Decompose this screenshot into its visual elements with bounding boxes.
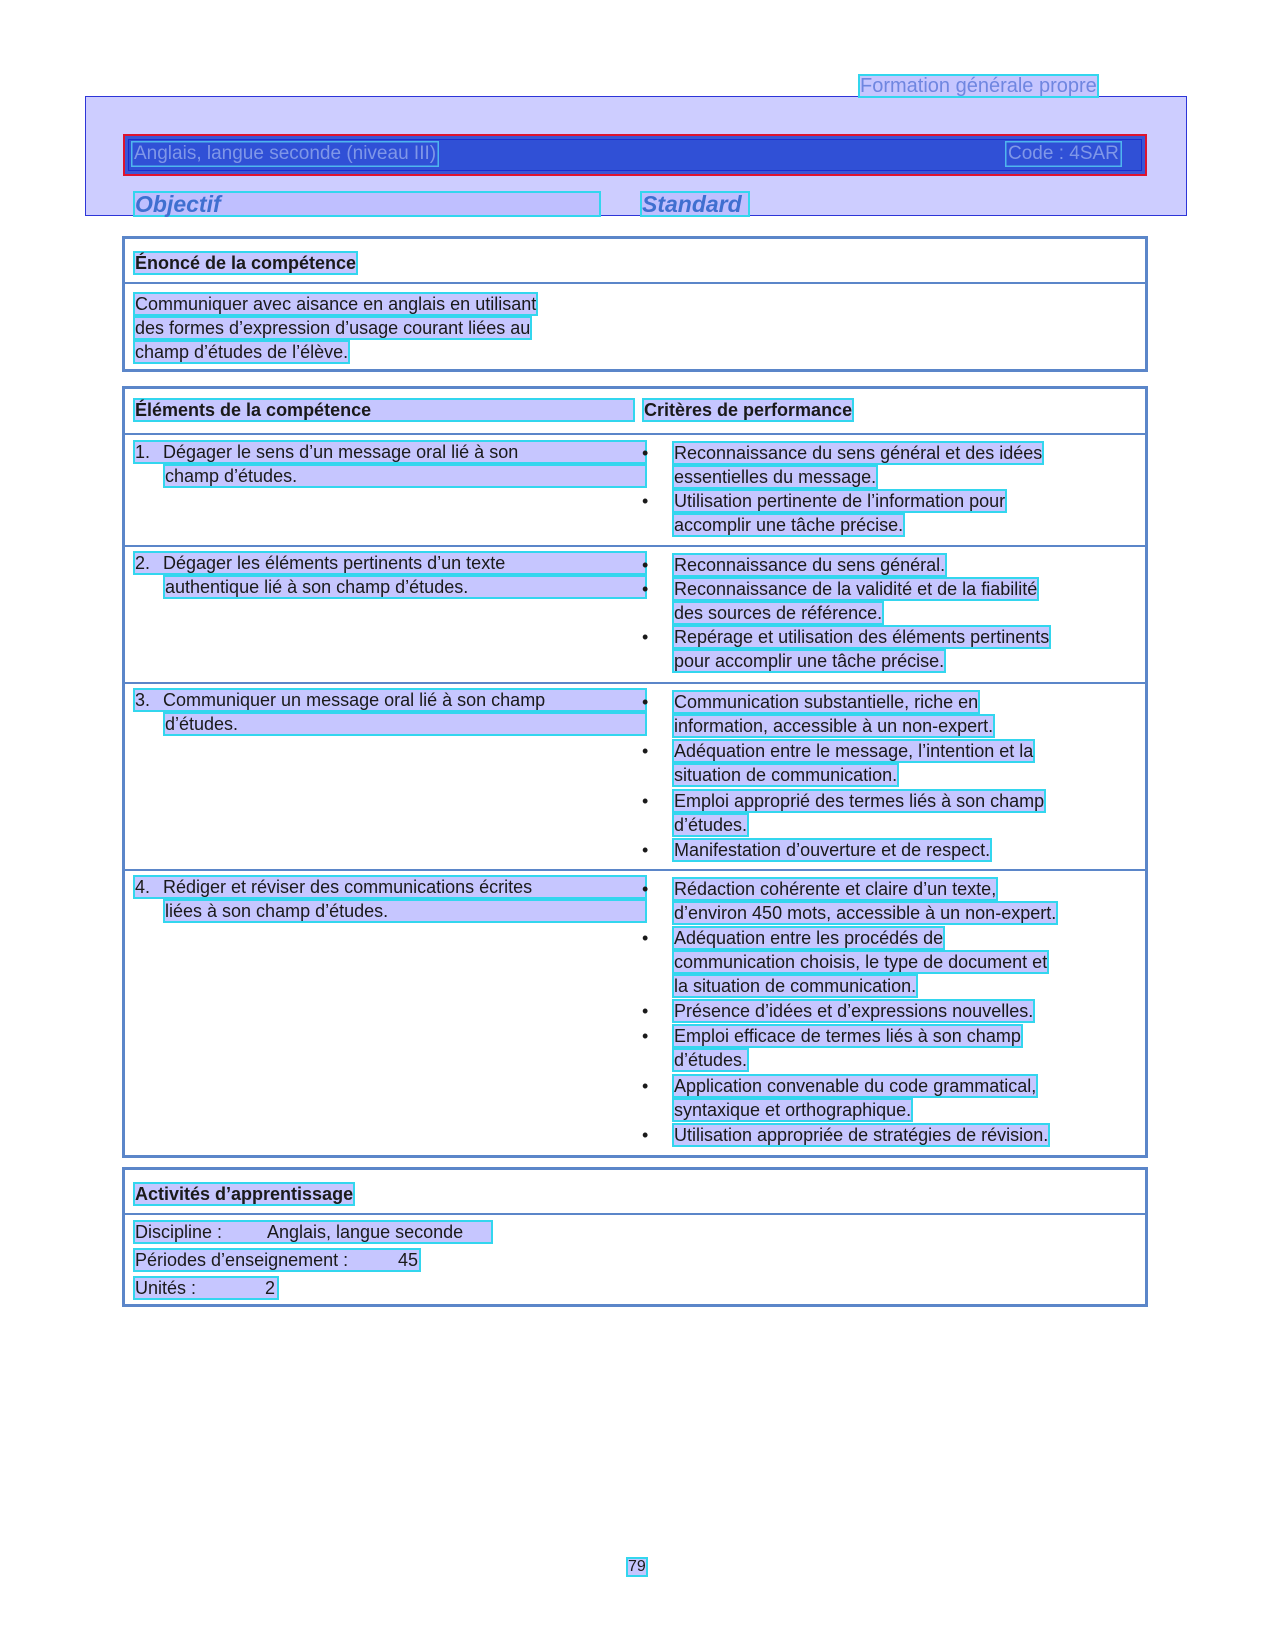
element-text: Communiquer un message oral lié à son champ	[163, 690, 546, 710]
competency-heading: Énoncé de la compétence	[135, 253, 357, 273]
element-text: d’études.	[163, 712, 647, 736]
criterion: • Adéquation entre le message, l’intention et la	[672, 739, 1035, 763]
element-text: liées à son champ d’études.	[163, 899, 647, 923]
criteria-column-header: Critères de performance	[644, 400, 853, 420]
program-label: Formation générale propre	[860, 75, 1097, 97]
elements-column-header: Éléments de la compétence	[133, 398, 635, 422]
criterion: • Communication substantielle, riche en	[672, 690, 980, 714]
element-1	[133, 440, 647, 464]
criterion: • Emploi approprié des termes liés à son champ	[672, 789, 1046, 813]
criterion-continued: accomplir une tâche précise.	[674, 515, 904, 535]
criterion-continued: des sources de référence.	[674, 603, 883, 623]
criterion: • Reconnaissance du sens général et des idées	[672, 441, 1044, 465]
criterion: • Manifestation d’ouverture et de respect.	[672, 838, 992, 862]
activities-heading: Activités d’apprentissage	[135, 1184, 354, 1204]
element-number: 3.	[135, 690, 151, 710]
course-title: Anglais, langue seconde (niveau III)	[131, 141, 439, 167]
standard-label: Standard	[640, 191, 750, 217]
element-number: 4.	[135, 877, 151, 897]
criterion: • Reconnaissance de la validité et de la fiabilité	[672, 577, 1039, 601]
criterion: • Reconnaissance du sens général.	[672, 553, 947, 577]
criterion: • Rédaction cohérente et claire d’un texte,	[672, 877, 998, 901]
element-text: Dégager le sens d’un message oral lié à son	[163, 442, 519, 462]
element-4	[133, 875, 647, 899]
criterion-continued: situation de communication.	[674, 765, 898, 785]
criterion: • Utilisation appropriée de stratégies de révision.	[672, 1123, 1050, 1147]
competency-line: champ d’études de l’élève.	[135, 342, 349, 362]
discipline-row	[133, 1220, 493, 1244]
discipline-value: Anglais, langue seconde	[267, 1222, 464, 1242]
criterion-continued: essentielles du message.	[674, 467, 877, 487]
element-text: Rédiger et réviser des communications écrites	[163, 877, 533, 897]
competency-line: Communiquer avec aisance en anglais en utilisant	[135, 294, 537, 314]
element-text: authentique lié à son champ d’études.	[163, 575, 647, 599]
element-text: Dégager les éléments pertinents d’un texte	[163, 553, 506, 573]
criterion-continued: communication choisis, le type de document et	[674, 952, 1048, 972]
criterion: • Application convenable du code grammatical,	[672, 1074, 1038, 1098]
competency-line: des formes d’expression d’usage courant liées au	[135, 318, 531, 338]
element-text: champ d’études.	[163, 464, 647, 488]
criterion-continued: d’études.	[674, 1050, 748, 1070]
criterion-continued: pour accomplir une tâche précise.	[674, 651, 945, 671]
objective-label: Objectif	[133, 191, 601, 217]
element-2	[133, 551, 647, 575]
periods-value: 45	[398, 1250, 419, 1270]
element-number: 2.	[135, 553, 151, 573]
criterion: • Repérage et utilisation des éléments pertinents	[672, 625, 1051, 649]
periods-label: Périodes d’enseignement :	[135, 1250, 349, 1270]
criterion: • Utilisation pertinente de l’information pour	[672, 489, 1007, 513]
element-number: 1.	[135, 442, 151, 462]
discipline-label: Discipline :	[135, 1222, 223, 1242]
criterion: • Emploi efficace de termes liés à son champ	[672, 1024, 1023, 1048]
periods-row	[133, 1248, 421, 1272]
criterion: • Adéquation entre les procédés de	[672, 926, 945, 950]
page-number: 79	[628, 1558, 646, 1575]
criterion: • Présence d’idées et d’expressions nouvelles.	[672, 999, 1035, 1023]
criterion-continued: la situation de communication.	[674, 976, 917, 996]
course-code: Code : 4SAR	[1005, 141, 1122, 167]
units-row	[133, 1276, 279, 1300]
units-value: 2	[265, 1278, 276, 1298]
units-label: Unités :	[135, 1278, 197, 1298]
element-3	[133, 688, 647, 712]
criterion-continued: d’études.	[674, 815, 748, 835]
criterion-continued: d’environ 450 mots, accessible à un non-expert.	[674, 903, 1057, 923]
criterion-continued: information, accessible à un non-expert.	[674, 716, 994, 736]
criterion-continued: syntaxique et orthographique.	[674, 1100, 912, 1120]
